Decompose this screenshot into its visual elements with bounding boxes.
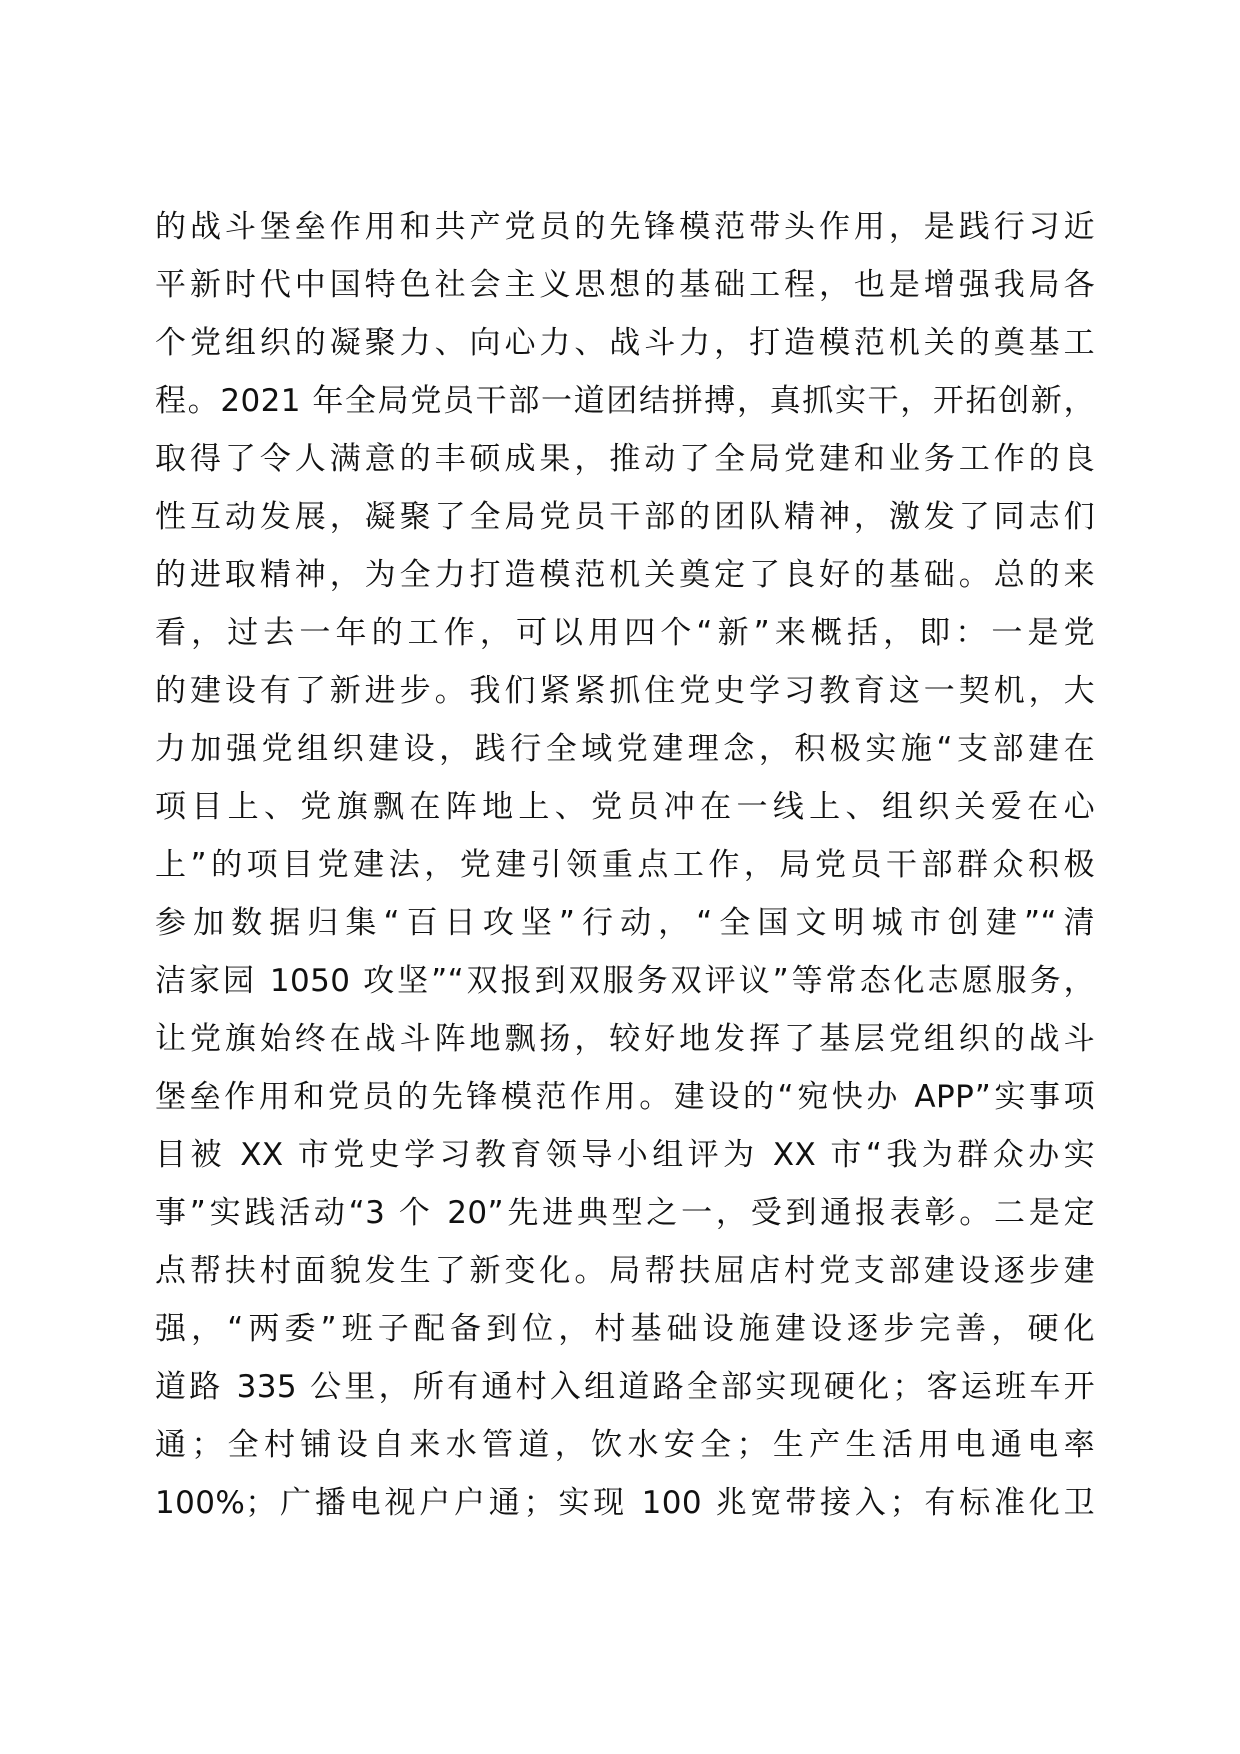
text-line: 目被 XX 市党史学习教育领导小组评为 XX 市“我为群众办实 [155,1137,1095,1173]
text-line: 的进取精神，为全力打造模范机关奠定了良好的基础。总的来 [155,557,1095,593]
text-line: 平新时代中国特色社会主义思想的基础工程，也是增强我局各 [155,267,1095,303]
text-line: 参加数据归集“百日攻坚”行动，“全国文明城市创建”“清 [155,905,1095,941]
text-line: 的建设有了新进步。我们紧紧抓住党史学习教育这一契机，大 [155,673,1095,709]
text-line: 洁家园 1050 攻坚”“双报到双服务双评议”等常态化志愿服务， [155,963,1095,999]
text-line: 项目上、党旗飘在阵地上、党员冲在一线上、组织关爱在心 [155,789,1095,825]
text-line: 取得了令人满意的丰硕成果，推动了全局党建和业务工作的良 [155,441,1095,477]
text-line: 通；全村铺设自来水管道，饮水安全；生产生活用电通电率 [155,1427,1095,1463]
text-line: 上”的项目党建法，党建引领重点工作，局党员干部群众积极 [155,847,1095,883]
text-line: 道路 335 公里，所有通村入组道路全部实现硬化；客运班车开 [155,1369,1095,1405]
body-paragraph [155,198,1095,1532]
text-line: 堡垒作用和党员的先锋模范作用。建设的“宛快办 APP”实事项 [155,1079,1095,1115]
text-line: 事”实践活动“3 个 20”先进典型之一，受到通报表彰。二是定 [155,1195,1095,1231]
text-line: 的战斗堡垒作用和共产党员的先锋模范带头作用，是践行习近 [155,209,1095,245]
text-line: 让党旗始终在战斗阵地飘扬，较好地发挥了基层党组织的战斗 [155,1021,1095,1057]
text-line: 力加强党组织建设，践行全域党建理念，积极实施“支部建在 [155,731,1095,767]
text-line: 点帮扶村面貌发生了新变化。局帮扶屈店村党支部建设逐步建 [155,1253,1095,1289]
text-line: 100%；广播电视户户通；实现 100 兆宽带接入；有标准化卫 [155,1485,1095,1521]
text-line: 个党组织的凝聚力、向心力、战斗力，打造模范机关的奠基工 [155,325,1095,361]
text-line: 性互动发展，凝聚了全局党员干部的团队精神，激发了同志们 [155,499,1095,535]
text-line: 程。2021 年全局党员干部一道团结拼搏，真抓实干，开拓创新， [155,383,1095,419]
text-line: 强，“两委”班子配备到位，村基础设施建设逐步完善，硬化 [155,1311,1095,1347]
text-line: 看，过去一年的工作，可以用四个“新”来概括，即：一是党 [155,615,1095,651]
